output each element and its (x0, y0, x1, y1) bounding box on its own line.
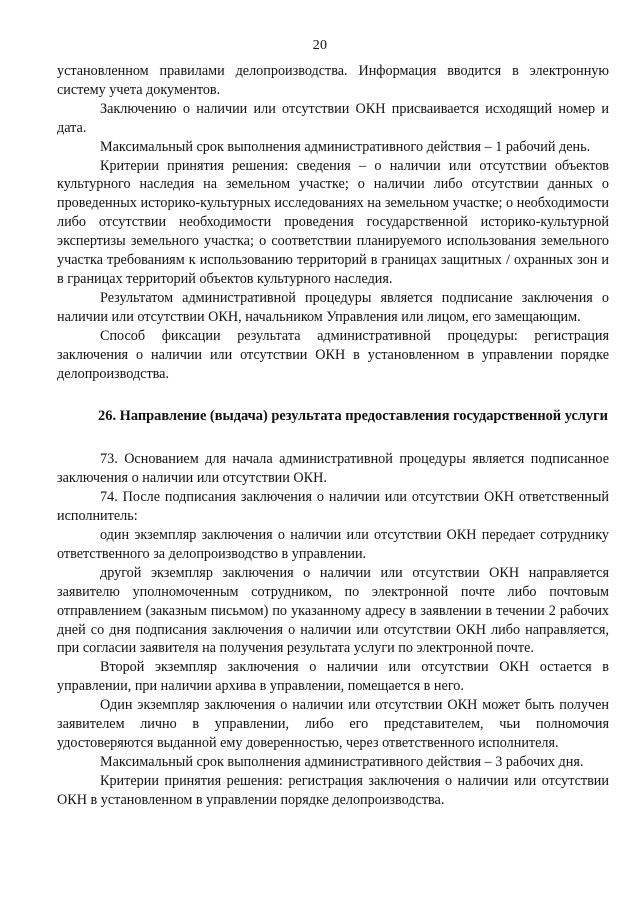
paragraph: другой экземпляр заключения о наличии или отсутствии ОКН направляется заявителю уполномоченным сотрудником, по электронной почте либо почтовым отправлением (заказным письмом) по указанному адресу в заявлении в течении 2 рабочих дней со дня подписания заключения о наличии или отсутствии ОКН либо направляется, при согласии заявителя на получения результата услуги по электронной почте. (57, 564, 609, 657)
paragraph: один экземпляр заключения о наличии или отсутствии ОКН передает сотруднику ответственного за делопроизводство в управлении. (57, 527, 609, 562)
paragraph: Критерии принятия решения: сведения – о наличии или отсутствии объектов культурного наследия на земельном участке; о наличии либо отсутствии данных о проведенных историко-культурных исследованиях на земельном участке; о необходимости либо отсутствии необходимости проведения государственной историко-культурной экспертизы земельного участка; о соответствии планируемого использования земельного участка требованиям к использованию территорий в границах защитных / охранных зон и в границах территорий объектов культурного наследия. (57, 157, 609, 287)
paragraph: 73. Основанием для начала административной процедуры является подписанное заключения о наличии или отсутствии ОКН. (57, 451, 609, 487)
paragraph: установленном правилами делопроизводства. Информация вводится в электронную систему учета документов. (57, 63, 609, 98)
document-body (57, 62, 609, 810)
paragraph: Второй экземпляр заключения о наличии или отсутствии ОКН остается в управлении, при наличии архива в управлении, помещается в него. (57, 659, 609, 695)
paragraph: 74. После подписания заключения о наличии или отсутствии ОКН ответственный исполнитель: (57, 489, 609, 525)
paragraph: Максимальный срок выполнения административного действия – 1 рабочий день. (100, 138, 591, 155)
paragraph: Один экземпляр заключения о наличии или отсутствии ОКН может быть получен заявителем лично в управлении, либо его представителем, чьи полномочия удостоверяются выданной ему доверенностью, через ответственного исполнителя. (57, 697, 609, 751)
page-number: 20 (312, 38, 328, 53)
paragraph: Результатом административной процедуры является подписание заключения о наличии или отсутствии ОКН, начальником Управления или лицом, его замещающим. (57, 289, 609, 325)
section-heading: 26. Направление (выдача) результата предоставления государственной услуги (98, 408, 608, 425)
paragraph: Максимальный срок выполнения административного действия – 3 рабочих дня. (100, 753, 584, 770)
paragraph: Заключению о наличии или отсутствии ОКН присваивается исходящий номер и дата. (57, 100, 609, 136)
paragraph: Способ фиксации результата административной процедуры: регистрация заключения о наличии или отсутствии ОКН в установленном в управлении порядке делопроизводства. (57, 327, 609, 382)
paragraph: Критерии принятия решения: регистрация заключения о наличии или отсутствии ОКН в установленном в управлении порядке делопроизводства. (57, 772, 609, 808)
